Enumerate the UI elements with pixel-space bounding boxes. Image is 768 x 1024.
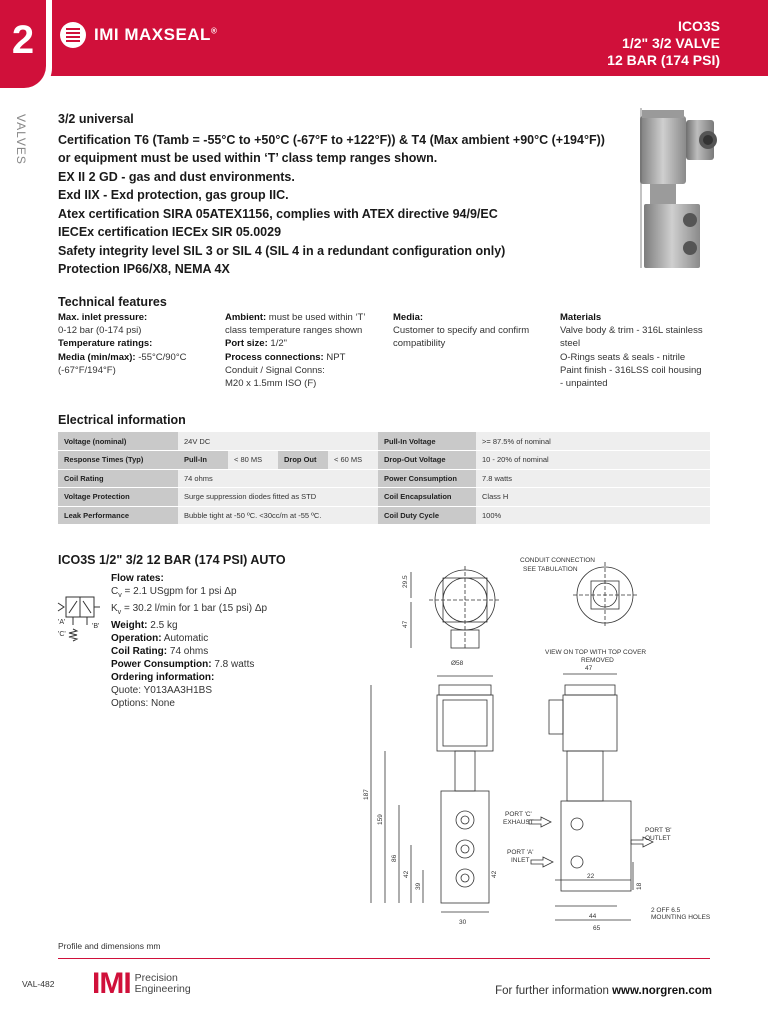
intro-line: Atex certification SIRA 05ATEX1156, complies with ATEX directive 94/9/EC <box>58 206 498 221</box>
product-code: ICO3S <box>677 18 720 34</box>
maxseal-logo-icon <box>60 22 86 48</box>
symbol-port-b: 'B' <box>92 623 100 630</box>
svg-text:47: 47 <box>585 665 593 672</box>
svg-text:PORT 'B': PORT 'B' <box>645 827 672 834</box>
svg-text:PORT 'C': PORT 'C' <box>505 811 532 818</box>
intro-line: Certification T6 (Tamb = -55°C to +50°C (-67°F to +122°F)) & T4 (Max ambient +90°C (+194°F)) or equipment must be used within ‘T’ class temp ranges shown. <box>58 132 605 165</box>
dimension-drawing <box>355 550 755 935</box>
symbol-port-a: 'A' <box>58 619 66 626</box>
svg-text:Ø58: Ø58 <box>451 660 464 667</box>
svg-text:39: 39 <box>415 882 422 890</box>
electrical-information-title: Electrical information <box>58 413 186 427</box>
table-row: Response Times (Typ) Pull-In < 80 MS Drop Out < 60 MS Drop-Out Voltage 10 - 20% of nominal <box>58 451 710 470</box>
tech-col-media: Media: Customer to specify and confirm compatibility <box>393 312 530 350</box>
svg-text:42: 42 <box>491 870 498 878</box>
page-code: VAL-482 <box>22 979 55 989</box>
technical-features-title: Technical features <box>58 295 167 309</box>
imi-logo <box>92 969 191 999</box>
product-info: Flow rates: $C_v = 2.1$ USgpm for 1 psi Δp $K_v = 30.2$ l/min for 1 bar (15 psi) Δp Weight: 2.5 kg Operation: Automatic Coil Rating: 74 ohms Power Consumption: 7.8 watts Ordering information: Quote: Y013AA3H1BS Options: None <box>111 573 268 709</box>
svg-text:EXHAUST: EXHAUST <box>503 819 534 826</box>
table-row: Voltage Protection Surge suppression diodes fitted as STD Coil Encapsulation Class H <box>58 488 710 507</box>
side-category-label: VALVES <box>14 114 28 165</box>
svg-text:MOUNTING HOLES: MOUNTING HOLES <box>651 914 711 921</box>
table-row: Coil Rating 74 ohms Power Consumption 7.8 watts <box>58 469 710 488</box>
intro-line: 3/2 universal <box>58 112 134 126</box>
symbol-port-c: 'C' <box>58 631 66 638</box>
table-row: Voltage (nominal) 24V DC Pull-In Voltage >= 87.5% of nominal <box>58 432 710 451</box>
dimensions-note: Profile and dimensions mm <box>58 941 161 951</box>
svg-text:PORT 'A': PORT 'A' <box>507 849 534 856</box>
svg-text:47: 47 <box>402 620 409 628</box>
precision-engineering-text: Precision Engineering <box>134 971 191 995</box>
tech-col-materials: Materials Valve body & trim - 316L stainless steel O-Rings seats & seals - nitrile Paint finish - 316LSS coil housing - unpainted <box>560 312 703 390</box>
svg-text:42: 42 <box>403 870 410 878</box>
svg-text:44: 44 <box>589 913 597 920</box>
svg-text:30: 30 <box>459 919 467 926</box>
svg-text:159: 159 <box>377 814 384 825</box>
imi-logo-mark: IMI <box>92 967 131 1000</box>
intro-specs <box>58 110 618 279</box>
svg-text:CONDUIT CONNECTION: CONDUIT CONNECTION <box>520 557 595 564</box>
svg-text:2 OFF 6.5: 2 OFF 6.5 <box>651 907 681 914</box>
svg-text:OUTLET: OUTLET <box>645 835 671 842</box>
footer-divider <box>58 958 710 959</box>
svg-text:SEE TABULATION: SEE TABULATION <box>523 566 578 573</box>
product-section-title: ICO3S 1/2" 3/2 12 BAR (174 PSI) AUTO <box>58 553 286 567</box>
svg-text:29.5: 29.5 <box>402 575 409 588</box>
tech-col-ambient: Ambient: must be used within ‘T’ class temperature ranges shown Port size: 1/2" Process connections: NPT Conduit / Signal Conns: M20 x 1.5mm ISO (F) <box>225 312 366 390</box>
product-pressure: 12 BAR (174 PSI) <box>607 52 720 68</box>
product-title <box>607 18 720 69</box>
intro-line: EX II 2 GD - gas and dust environments. <box>58 169 295 184</box>
section-number: 2 <box>0 0 46 88</box>
product-type: 1/2" 3/2 VALVE <box>622 35 720 51</box>
intro-line: Safety integrity level SIL 3 or SIL 4 (SIL 4 in a redundant configuration only) <box>58 243 506 258</box>
website-link[interactable]: www.norgren.com <box>612 985 712 997</box>
svg-text:22: 22 <box>587 873 595 880</box>
brand-logo <box>60 22 217 48</box>
electrical-table <box>58 432 710 525</box>
svg-text:65: 65 <box>593 925 601 932</box>
svg-text:18: 18 <box>636 882 643 890</box>
intro-line: Exd IIX - Exd protection, gas group IIC. <box>58 188 289 202</box>
section-tab <box>0 0 52 94</box>
svg-text:86: 86 <box>391 854 398 862</box>
tech-col-pressure: Max. inlet pressure: 0-12 bar (0-174 psi) Temperature ratings: Media (min/max): -55°C/90°C (-67°F/194°F) <box>58 312 187 376</box>
valve-product-photo <box>620 108 720 278</box>
intro-line: IECEx certification IECEx SIR 05.0029 <box>58 225 282 239</box>
further-info: For further information www.norgren.com <box>495 985 712 997</box>
svg-text:INLET: INLET <box>511 857 530 864</box>
svg-text:187: 187 <box>363 789 370 800</box>
table-row: Leak Performance Bubble tight at -50 ºC. <30cc/m at -55 ºC. Coil Duty Cycle 100% <box>58 506 710 525</box>
svg-text:VIEW ON TOP WITH TOP COVER: VIEW ON TOP WITH TOP COVER <box>545 649 647 656</box>
svg-text:REMOVED: REMOVED <box>581 657 614 664</box>
intro-line: Protection IP66/X8, NEMA 4X <box>58 262 230 276</box>
brand-name: IMI MAXSEAL® <box>94 25 218 44</box>
